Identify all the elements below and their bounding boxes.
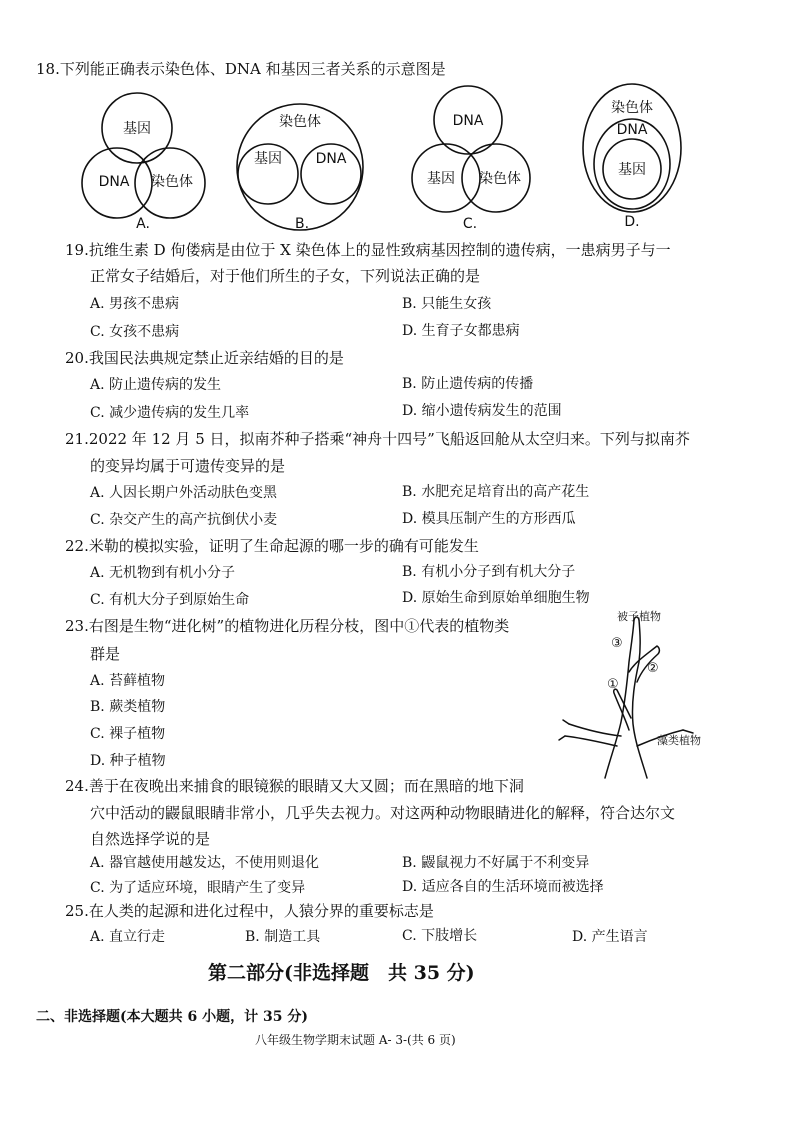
tree-left-root <box>565 724 621 746</box>
q24-option-c[interactable]: C. 为了适应环境，眼睛产生了变异 <box>90 880 306 896</box>
q19-option-c[interactable]: C. 女孩不患病 <box>90 324 180 340</box>
q20-option-a[interactable]: A. 防止遗传病的发生 <box>90 377 222 393</box>
tree-branch-1 <box>614 689 631 730</box>
q21-option-c[interactable]: C. 杂交产生的高产抗倒伏小麦 <box>90 512 278 528</box>
diagram-a-top: 基因 <box>123 121 151 137</box>
q19-option-a[interactable]: A. 男孩不患病 <box>90 296 180 312</box>
q21-option-b[interactable]: B. 水肥充足培育出的高产花生 <box>402 484 590 500</box>
q19-stem-line2: 正常女子结婚后，对于他们所生的子女，下列说法正确的是 <box>90 267 481 285</box>
q20-option-d[interactable]: D. 缩小遗传病发生的范围 <box>402 403 562 419</box>
q19-stem-line1: 19.抗维生素 D 佝偻病是由位于 X 染色体上的显性致病基因控制的遗传病，一患病男子与一 <box>65 241 671 259</box>
q18-stem: 18.下列能正确表示染色体、DNA 和基因三者关系的示意图是 <box>36 60 446 78</box>
q22-option-b[interactable]: B. 有机小分子到有机大分子 <box>402 564 576 580</box>
q22-option-c[interactable]: C. 有机大分子到原始生命 <box>90 592 250 608</box>
part2-title: 第二部分(非选择题 共 35 分) <box>208 962 475 984</box>
q23-stem-line2: 群是 <box>90 645 121 663</box>
tree-label-algae: 藻类植物 <box>657 734 701 747</box>
q22-stem: 22.米勒的模拟实验，证明了生命起源的哪一步的确有可能发生 <box>65 537 479 555</box>
q25-option-b[interactable]: B. 制造工具 <box>245 929 321 945</box>
q25-option-d[interactable]: D. 产生语言 <box>572 929 648 945</box>
diagram-d-outer: 染色体 <box>611 100 653 116</box>
diagram-a-right: 染色体 <box>151 174 193 190</box>
q24-stem-line3: 自然选择学说的是 <box>90 830 211 848</box>
q21-stem-line1: 21.2022 年 12 月 5 日，拟南芥种子搭乘“神舟十四号”飞船返回舱从太空归来。下列与拟南芥 <box>65 430 690 448</box>
q25-option-c[interactable]: C. 下肢增长 <box>402 928 478 944</box>
tree-node-3: ③ <box>611 636 623 651</box>
diagram-c-right: 染色体 <box>479 171 521 187</box>
diagram-c-label: C. <box>462 216 478 232</box>
q19-option-d[interactable]: D. 生育子女都患病 <box>402 323 520 339</box>
q18-diagrams <box>0 82 794 234</box>
q24-option-d[interactable]: D. 适应各自的生活环境而被选择 <box>402 879 604 895</box>
q23-stem-line1: 23.右图是生物“进化树”的植物进化历程分枝，图中①代表的植物类 <box>65 617 510 635</box>
diagram-a-left: DNA <box>98 174 130 190</box>
tree-algae-pointer <box>683 730 693 733</box>
tree-node-1: ① <box>607 677 619 692</box>
diagram-b-right: DNA <box>315 151 347 167</box>
q21-stem-line2: 的变异均属于可遗传变异的是 <box>90 457 286 475</box>
page-footer: 八年级生物学期末试题 A- 3-(共 6 页) <box>255 1033 456 1047</box>
q23-option-d[interactable]: D. 种子植物 <box>90 753 166 769</box>
q19-option-b[interactable]: B. 只能生女孩 <box>402 296 492 312</box>
q25-option-a[interactable]: A. 直立行走 <box>90 929 166 945</box>
tree-node-2: ② <box>647 661 659 676</box>
diagram-d-middle: DNA <box>616 122 648 138</box>
diagram-b-left: 基因 <box>254 151 282 167</box>
diagram-a-label: A. <box>136 216 150 232</box>
q20-option-c[interactable]: C. 减少遗传病的发生几率 <box>90 405 250 421</box>
q23-option-a[interactable]: A. 苔藓植物 <box>90 673 166 689</box>
diagram-d-label: D. <box>624 214 640 230</box>
tree-right-trunk-edge <box>632 620 647 778</box>
diagram-b-label: B. <box>294 216 310 232</box>
evolution-tree-diagram <box>555 606 725 782</box>
q23-option-c[interactable]: C. 裸子植物 <box>90 726 166 742</box>
diagram-c-top: DNA <box>452 113 484 129</box>
q24-option-b[interactable]: B. 鼹鼠视力不好属于不利变异 <box>402 855 590 871</box>
tree-label-angiosperm: 被子植物 <box>617 610 661 623</box>
section2-heading: 二、非选择题(本大题共 6 小题，计 35 分) <box>36 1009 308 1025</box>
diagram-d-inner: 基因 <box>618 162 646 178</box>
q21-option-a[interactable]: A. 人因长期户外活动肤色变黑 <box>90 485 278 501</box>
q24-stem-line2: 穴中活动的鼹鼠眼睛非常小，几乎失去视力。对这两种动物眼睛进化的解释，符合达尔文 <box>90 804 676 822</box>
diagram-c-left: 基因 <box>427 171 455 187</box>
diagram-b-outer: 染色体 <box>279 114 321 130</box>
q24-stem-line1: 24.善于在夜晚出来捕食的眼镜猴的眼睛又大又圆；而在黑暗的地下洞 <box>65 777 524 795</box>
q20-stem: 20.我国民法典规定禁止近亲结婚的目的是 <box>65 349 344 367</box>
q24-option-a[interactable]: A. 器官越使用越发达，不使用则退化 <box>90 855 320 871</box>
q22-option-a[interactable]: A. 无机物到有机小分子 <box>90 565 236 581</box>
q20-option-b[interactable]: B. 防止遗传病的传播 <box>402 376 534 392</box>
q25-stem: 25.在人类的起源和进化过程中，人猿分界的重要标志是 <box>65 902 434 920</box>
q22-option-d[interactable]: D. 原始生命到原始单细胞生物 <box>402 590 590 606</box>
q23-option-b[interactable]: B. 蕨类植物 <box>90 699 166 715</box>
q21-option-d[interactable]: D. 模具压制产生的方形西瓜 <box>402 511 576 527</box>
